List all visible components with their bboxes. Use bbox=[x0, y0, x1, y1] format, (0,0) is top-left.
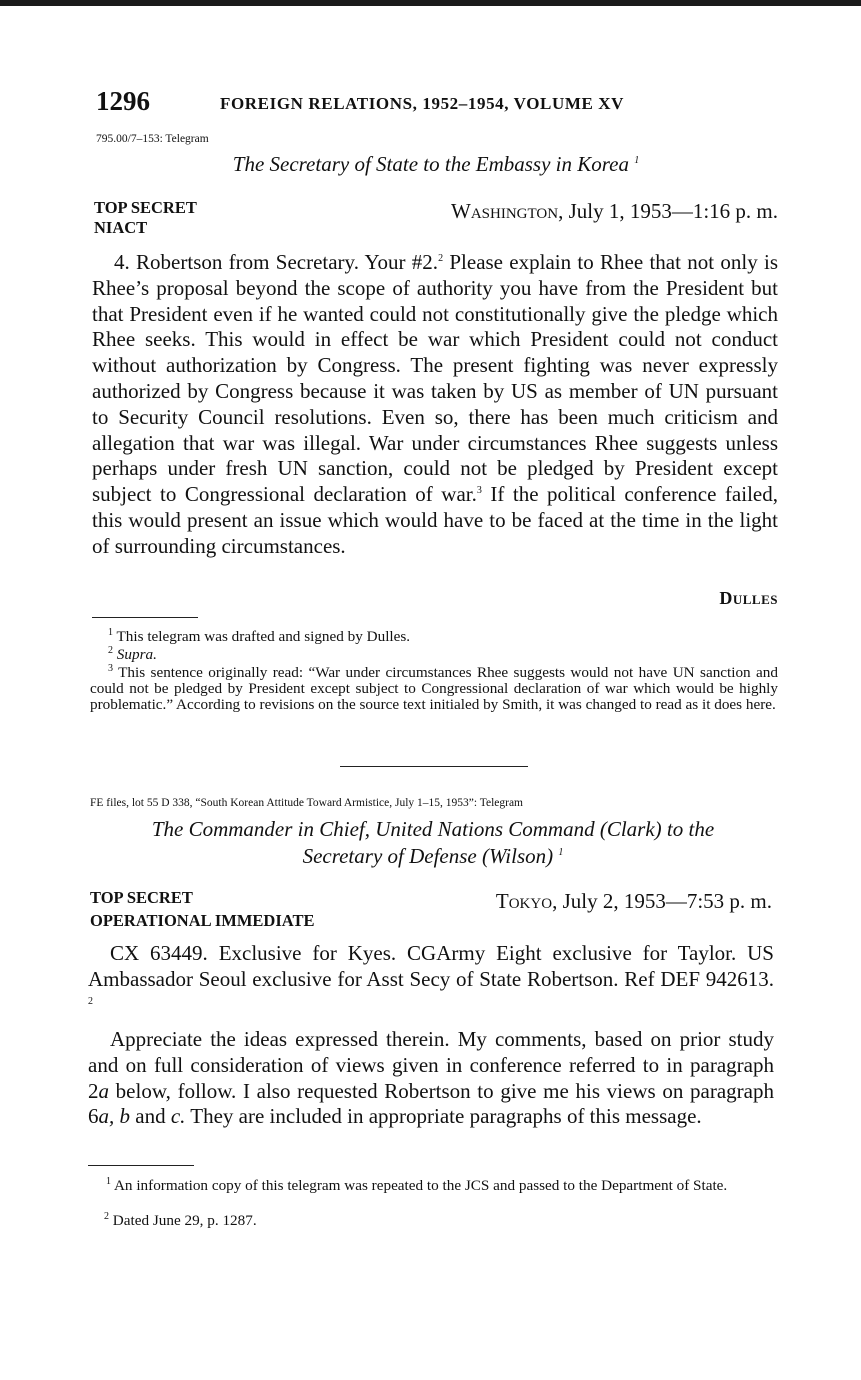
doc2-footnote-2-num: 2 bbox=[104, 1210, 109, 1222]
doc2-paragraph-2-part3: below, follow. I also requested Robertson to give me his views on paragraph 6 bbox=[88, 1078, 774, 1129]
doc1-footnote-2-text: Supra. bbox=[116, 646, 157, 663]
doc1-source: 795.00/7–153: Telegram bbox=[96, 133, 209, 145]
doc1-footnote-rule bbox=[92, 617, 198, 618]
doc1-footnote-3 bbox=[90, 662, 778, 713]
doc2-title-line2 bbox=[90, 843, 776, 870]
doc1-footnote-3-num: 3 bbox=[108, 662, 113, 674]
doc2-footnote-1-text: An information copy of this telegram was repeated to the JCS and passed to the Department of State. bbox=[113, 1177, 728, 1194]
doc2-paragraph-2 bbox=[88, 1027, 774, 1130]
doc2-classification: TOP SECRET bbox=[90, 888, 193, 907]
doc2-paragraph-1-text: CX 63449. Exclusive for Kyes. CGArmy Eight exclusive for Taylor. US Ambassador Seoul exclusive for Asst Secy of State Robertson. Ref DEF 942613. bbox=[88, 941, 774, 991]
doc1-date: , July 1, 1953—1:16 p. m. bbox=[558, 199, 778, 223]
doc1-footnote-1 bbox=[108, 626, 778, 645]
doc1-body-part2: Please explain to Rhee that not only is Rhee’s proposal beyond the scope of authority you have from the President but that President even if he wanted could not constitutionally give the pledge which Rhee seeks. This would in effect be war which President could not conduct without authorization by Congress. The present fighting was never expressly authorized by Congress because it was taken by US as member of UN pursuant to Security Council resolutions. Even so, there has been much criticism and allegation that war was illegal. War under circumstances Rhee suggests unless perhaps under fresh UN sanction, could not be pledged by President except subject to Congressional declaration of war. bbox=[92, 250, 778, 507]
doc1-footnote-3-text: This sentence originally read: “War under circumstances Rhee suggests would not have UN sanction and could not be pledged by President except subject to Congressional declaration of war which would be highly problematic.” According to revisions on the source text initialed by Smith, it was changed to read as it does here. bbox=[90, 664, 778, 713]
doc2-place: Tokyo bbox=[495, 889, 553, 913]
doc1-place: Washington bbox=[451, 199, 559, 223]
page-top-border bbox=[0, 0, 861, 6]
doc2-title-line2-text: Secretary of Defense (Wilson) bbox=[302, 844, 554, 868]
doc2-date: , July 2, 1953—7:53 p. m. bbox=[552, 889, 772, 913]
doc1-precedence: NIACT bbox=[94, 218, 148, 237]
doc1-title-text: The Secretary of State to the Embassy in Korea bbox=[232, 152, 629, 176]
section-divider bbox=[340, 766, 528, 767]
doc2-title-footnote-ref: 1 bbox=[558, 847, 564, 858]
doc2-paragraph-2-part5: and bbox=[130, 1104, 171, 1129]
doc1-classification: TOP SECRET bbox=[94, 198, 197, 217]
doc2-paragraph-2-part4: a, b bbox=[98, 1104, 130, 1129]
doc1-body bbox=[92, 250, 778, 560]
doc2-place-date bbox=[430, 889, 772, 914]
doc1-footnote-2 bbox=[108, 644, 778, 663]
doc1-footnote-2-num: 2 bbox=[108, 644, 113, 656]
page-header bbox=[96, 86, 776, 118]
doc1-title-footnote-ref: 1 bbox=[634, 155, 640, 166]
running-head: FOREIGN RELATIONS, 1952–1954, VOLUME XV bbox=[220, 94, 625, 113]
page-number: 1296 bbox=[96, 86, 150, 116]
doc1-footnote-ref-2: 2 bbox=[438, 253, 444, 264]
doc2-paragraph-2-part6: c. bbox=[170, 1104, 186, 1129]
doc2-paragraph-2-part2: a bbox=[98, 1078, 109, 1103]
doc1-body-part3: If the political conference failed, this would present an issue which would have to be faced at the time in the light of surrounding circumstances. bbox=[92, 482, 778, 558]
doc2-footnote-2 bbox=[104, 1210, 774, 1229]
doc2-title bbox=[90, 816, 776, 870]
doc1-title bbox=[96, 151, 776, 178]
doc2-paragraph-2-part1: Appreciate the ideas expressed therein. My comments, based on prior study and on full consideration of views given in conference referred to in paragraph 2 bbox=[88, 1027, 774, 1103]
doc1-footnote-ref-3: 3 bbox=[476, 485, 482, 497]
doc1-place-date bbox=[400, 199, 778, 224]
doc2-source: FE files, lot 55 D 338, “South Korean Attitude Toward Armistice, July 1–15, 1953”: Telegram bbox=[90, 797, 523, 809]
doc2-precedence: OPERATIONAL IMMEDIATE bbox=[90, 911, 315, 930]
doc1-footnote-1-text: This telegram was drafted and signed by Dulles. bbox=[116, 628, 411, 645]
doc2-paragraph-2-part7: They are included in appropriate paragraphs of this message. bbox=[185, 1104, 702, 1129]
doc1-body-part1: 4. Robertson from Secretary. Your #2. bbox=[114, 250, 439, 274]
doc2-footnote-1-num: 1 bbox=[106, 1175, 111, 1187]
doc2-footnote-1 bbox=[88, 1175, 774, 1194]
doc2-paragraph-1 bbox=[88, 941, 774, 1018]
doc2-footnote-2-text: Dated June 29, p. 1287. bbox=[112, 1212, 257, 1229]
doc1-signature: Dulles bbox=[719, 588, 778, 608]
doc2-footnote-ref-2: 2 bbox=[88, 995, 93, 1007]
doc1-footnote-1-num: 1 bbox=[108, 626, 113, 638]
doc2-title-line1: The Commander in Chief, United Nations Command (Clark) to the bbox=[151, 817, 715, 841]
doc2-footnote-rule bbox=[88, 1165, 194, 1166]
